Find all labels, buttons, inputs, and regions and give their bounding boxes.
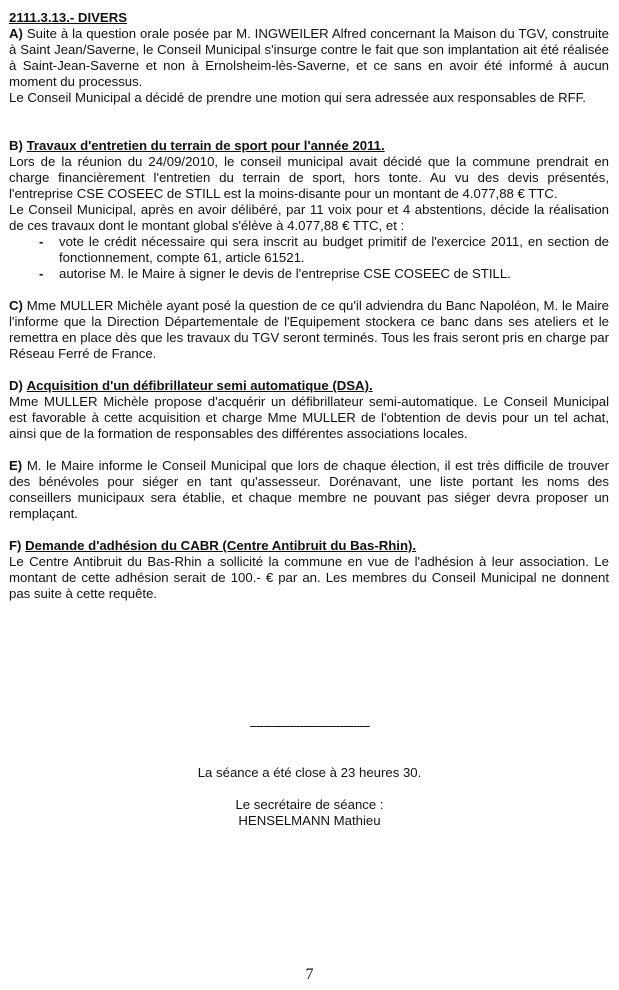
section-d-heading: Acquisition d'un défibrillateur semi automatique (DSA).	[26, 378, 373, 393]
section-e-label: E)	[9, 458, 23, 473]
section-b-paragraph-1: Lors de la réunion du 24/09/2010, le conseil municipal avait décidé que la commune prendrait en charge financièrement l'entretien du terrain de sport, hors tonte. Au vu des devis présentés, l'entreprise CSE COSEEC de STILL est la moins-disante pour un montant de 4.077,88 € TTC.	[9, 154, 609, 201]
closing-block	[0, 765, 619, 829]
section-d-paragraph-1: Mme MULLER Michèle propose d'acquérir un défibrillateur semi-automatique. Le Conseil Municipal est favorable à cette acquisition et charge Mme MULLER de l'obtention de devis pour un tel achat, ainsi que de la formation de responsables des différentes associations locales.	[9, 394, 609, 441]
secretary-label: Le secrétaire de séance :	[235, 797, 384, 812]
page-number: 7	[305, 966, 314, 983]
closing-time: La séance a été close à 23 heures 30.	[197, 765, 422, 780]
secretary-name: HENSELMANN Mathieu	[238, 813, 381, 828]
section-d-label: D)	[9, 378, 23, 393]
document-body	[9, 10, 609, 602]
section-a-label: A)	[9, 26, 23, 41]
section-b-heading: Travaux d'entretien du terrain de sport pour l'année 2011.	[26, 138, 385, 153]
section-f-label: F)	[9, 538, 22, 553]
list-item: - autorise M. le Maire à signer le devis de l'entreprise CSE COSEEC de STILL.	[39, 266, 609, 282]
section-a-paragraph-2: Le Conseil Municipal a décidé de prendre une motion qui sera adressée aux responsables de RFF.	[9, 90, 586, 105]
section-e-paragraph-1: M. le Maire informe le Conseil Municipal que lors de chaque élection, il est très difficile de trouver des bénévoles pour siéger en tant qu'assesseur. Dorénavant, une liste portant les noms des conseillers municipaux sera établie, et chaque membre ne pouvant pas siéger devra proposer un remplaçant.	[9, 458, 609, 521]
section-b-label: B)	[9, 138, 23, 153]
section-d	[9, 378, 609, 442]
section-f-paragraph-1: Le Centre Antibruit du Bas-Rhin a sollicité la commune en vue de l'adhésion à leur association. Le montant de cette adhésion serait de 100.- € par an. Les membres du Conseil Municipal ne donnent pas suite à cette requête.	[9, 554, 609, 601]
separator-line: ------------------------------------	[249, 718, 370, 733]
section-b-list	[9, 234, 609, 282]
section-c	[9, 298, 609, 362]
section-f-heading: Demande d'adhésion du CABR (Centre Antibruit du Bas-Rhin).	[25, 538, 417, 553]
section-c-label: C)	[9, 298, 23, 313]
section-title: 2111.3.13.- DIVERS	[9, 10, 128, 25]
section-b-paragraph-2: Le Conseil Municipal, après en avoir délibéré, par 11 voix pour et 4 abstentions, décide la réalisation de ces travaux dont le montant global s'élève à 4.077,88 € TTC, et :	[9, 202, 609, 233]
section-a	[9, 26, 609, 106]
section-a-paragraph-1: Suite à la question orale posée par M. INGWEILER Alfred concernant la Maison du TGV, construite à Saint Jean/Saverne, le Conseil Municipal s'insurge contre le fait que son implantation ait été réalisée à Saint-Jean-Saverne et non à Ernolsheim-lès-Saverne, et ce sans en avoir été informé à aucun moment du processus.	[9, 26, 609, 89]
list-item: - vote le crédit nécessaire qui sera inscrit au budget primitif de l'exercice 2011, en section de fonctionnement, compte 61, article 61521.	[39, 234, 609, 266]
section-e	[9, 458, 609, 522]
section-c-paragraph-1: Mme MULLER Michèle ayant posé la question de ce qu'il adviendra du Banc Napoléon, M. le Maire l'informe que la Direction Départementale de l'Equipement stockera ce banc dans ses ateliers et le remettra en place dès que les travaux du TGV seront terminés. Tous les frais seront pris en charge par Réseau Ferré de France.	[9, 298, 609, 361]
section-b	[9, 138, 609, 282]
section-f	[9, 538, 609, 602]
